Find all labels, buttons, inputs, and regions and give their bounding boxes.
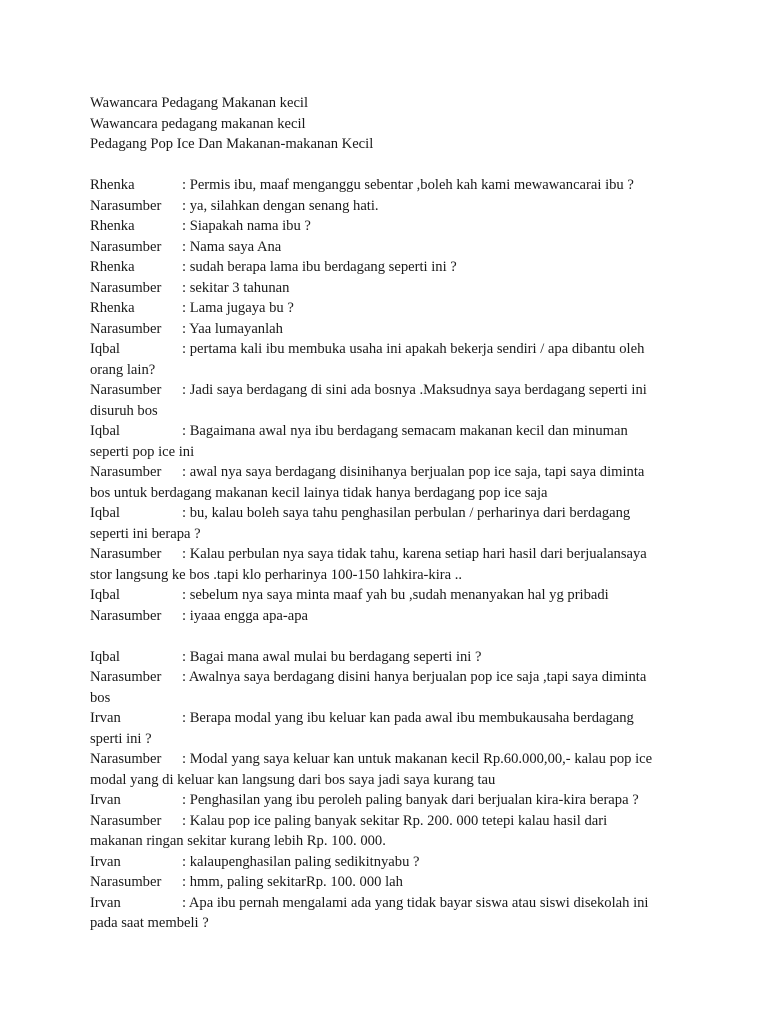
utterance-text: : awal nya saya berdagang disinihanya berjualan pop ice saja, tapi saya diminta bbox=[182, 464, 645, 480]
speaker-name: Narasumber bbox=[90, 320, 162, 337]
speaker-name: Narasumber bbox=[90, 669, 162, 685]
blank-line bbox=[90, 155, 690, 176]
utterance-continuation: seperti ini berapa ? bbox=[90, 525, 201, 542]
speaker-name: Narasumber bbox=[90, 197, 162, 214]
dialog-entry bbox=[90, 544, 690, 585]
utterance-text: : Penghasilan yang ibu peroleh paling banyak dari berjualan kira-kira berapa ? bbox=[182, 792, 639, 808]
dialog-entry bbox=[90, 585, 690, 606]
dialog-entry bbox=[90, 606, 690, 627]
utterance-text: : Modal yang saya keluar kan untuk makanan kecil Rp.60.000,00,- kalau pop ice bbox=[182, 751, 653, 767]
dialog-entry bbox=[90, 380, 690, 421]
utterance-continuation: orang lain? bbox=[90, 361, 156, 378]
utterance-text: : Yaa lumayanlah bbox=[182, 320, 283, 337]
utterance-text: : Jadi saya berdagang di sini ada bosnya .Maksudnya saya berdagang seperti ini bbox=[182, 382, 647, 398]
utterance-text: : Kalau perbulan nya saya tidak tahu, karena setiap hari hasil dari berjualansaya bbox=[182, 546, 647, 562]
utterance-text: : sudah berapa lama ibu berdagang seperti ini ? bbox=[182, 259, 457, 275]
utterance-text: : Berapa modal yang ibu keluar kan pada awal ibu membukausaha berdagang bbox=[182, 710, 634, 726]
dialog-entry bbox=[90, 257, 690, 278]
dialog-entry bbox=[90, 503, 690, 544]
utterance-text: : iyaaa engga apa-apa bbox=[182, 607, 308, 624]
utterance-text: : Siapakah nama ibu ? bbox=[182, 218, 311, 234]
speaker-name: Irvan bbox=[90, 792, 121, 808]
dialog-entry bbox=[90, 647, 690, 668]
utterance-text: : Awalnya saya berdagang disini hanya berjualan pop ice saja ,tapi saya diminta bbox=[182, 669, 647, 685]
dialog-entry bbox=[90, 421, 690, 462]
utterance-text: : kalaupenghasilan paling sedikitnyabu ? bbox=[182, 853, 420, 870]
utterance-text: : pertama kali ibu membuka usaha ini apakah bekerja sendiri / apa dibantu oleh bbox=[182, 341, 645, 357]
utterance-continuation: bos untuk berdagang makanan kecil lainya tidak hanya berdagang pop ice saja bbox=[90, 484, 548, 501]
doc-title-2: Wawancara pedagang makanan kecil bbox=[90, 115, 306, 132]
speaker-name: Rhenka bbox=[90, 300, 135, 316]
dialog-entry bbox=[90, 196, 690, 217]
speaker-name: Iqbal bbox=[90, 341, 120, 357]
utterance-text: : Permis ibu, maaf menganggu sebentar ,boleh kah kami mewawancarai ibu ? bbox=[182, 177, 634, 193]
doc-title-1: Wawancara Pedagang Makanan kecil bbox=[90, 95, 309, 111]
speaker-name: Rhenka bbox=[90, 259, 135, 275]
utterance-text: : sekitar 3 tahunan bbox=[182, 279, 290, 296]
speaker-name: Iqbal bbox=[90, 648, 120, 665]
dialog-block-1 bbox=[90, 175, 690, 626]
speaker-name: Iqbal bbox=[90, 587, 120, 603]
utterance-text: : Nama saya Ana bbox=[182, 238, 282, 255]
utterance-text: : Bagaimana awal nya ibu berdagang semacam makanan kecil dan minuman bbox=[182, 423, 628, 439]
dialog-entry bbox=[90, 278, 690, 299]
dialog-entry bbox=[90, 462, 690, 503]
utterance-text: : ya, silahkan dengan senang hati. bbox=[182, 197, 379, 214]
utterance-text: : hmm, paling sekitarRp. 100. 000 lah bbox=[182, 874, 403, 890]
utterance-continuation: disuruh bos bbox=[90, 402, 158, 419]
speaker-name: Iqbal bbox=[90, 423, 120, 439]
doc-title-3: Pedagang Pop Ice Dan Makanan-makanan Kecil bbox=[90, 136, 374, 152]
speaker-name: Rhenka bbox=[90, 177, 135, 193]
speaker-name: Narasumber bbox=[90, 238, 162, 255]
utterance-continuation: seperti pop ice ini bbox=[90, 443, 195, 460]
dialog-entry bbox=[90, 872, 690, 893]
utterance-text: : sebelum nya saya minta maaf yah bu ,sudah menanyakan hal yg pribadi bbox=[182, 587, 609, 603]
dialog-entry bbox=[90, 175, 690, 196]
utterance-text: : Bagai mana awal mulai bu berdagang seperti ini ? bbox=[182, 648, 482, 665]
speaker-name: Iqbal bbox=[90, 505, 120, 521]
speaker-name: Irvan bbox=[90, 894, 121, 911]
dialog-entry bbox=[90, 811, 690, 852]
dialog-entry bbox=[90, 298, 690, 319]
speaker-name: Narasumber bbox=[90, 751, 162, 767]
utterance-text: : Apa ibu pernah mengalami ada yang tidak bayar siswa atau siswi disekolah ini bbox=[182, 894, 649, 911]
dialog-entry bbox=[90, 749, 690, 790]
dialog-entry bbox=[90, 893, 690, 934]
speaker-name: Narasumber bbox=[90, 382, 162, 398]
speaker-name: Irvan bbox=[90, 710, 121, 726]
speaker-name: Narasumber bbox=[90, 607, 162, 624]
speaker-name: Irvan bbox=[90, 853, 121, 870]
utterance-continuation: pada saat membeli ? bbox=[90, 915, 209, 931]
document-page bbox=[90, 93, 690, 934]
utterance-continuation: modal yang di keluar kan langsung dari bos saya jadi saya kurang tau bbox=[90, 771, 496, 788]
dialog-entry bbox=[90, 852, 690, 873]
utterance-continuation: makanan ringan sekitar kurang lebih Rp. 100. 000. bbox=[90, 833, 386, 849]
dialog-entry bbox=[90, 339, 690, 380]
dialog-entry bbox=[90, 237, 690, 258]
blank-line bbox=[90, 626, 690, 647]
speaker-name: Narasumber bbox=[90, 874, 162, 890]
speaker-name: Narasumber bbox=[90, 812, 162, 829]
dialog-block-2 bbox=[90, 647, 690, 934]
dialog-entry bbox=[90, 667, 690, 708]
dialog-entry bbox=[90, 216, 690, 237]
speaker-name: Narasumber bbox=[90, 546, 162, 562]
utterance-text: : bu, kalau boleh saya tahu penghasilan perbulan / perharinya dari berdagang bbox=[182, 505, 631, 521]
utterance-text: : Lama jugaya bu ? bbox=[182, 300, 294, 316]
utterance-continuation: bos bbox=[90, 689, 111, 706]
dialog-entry bbox=[90, 708, 690, 749]
speaker-name: Narasumber bbox=[90, 464, 162, 480]
speaker-name: Narasumber bbox=[90, 279, 162, 296]
speaker-name: Rhenka bbox=[90, 218, 135, 234]
dialog-entry bbox=[90, 319, 690, 340]
utterance-continuation: sperti ini ? bbox=[90, 730, 152, 747]
utterance-continuation: stor langsung ke bos .tapi klo perharinya 100-150 lahkira-kira .. bbox=[90, 566, 463, 583]
utterance-text: : Kalau pop ice paling banyak sekitar Rp. 200. 000 tetepi kalau hasil dari bbox=[182, 812, 608, 829]
dialog-entry bbox=[90, 790, 690, 811]
